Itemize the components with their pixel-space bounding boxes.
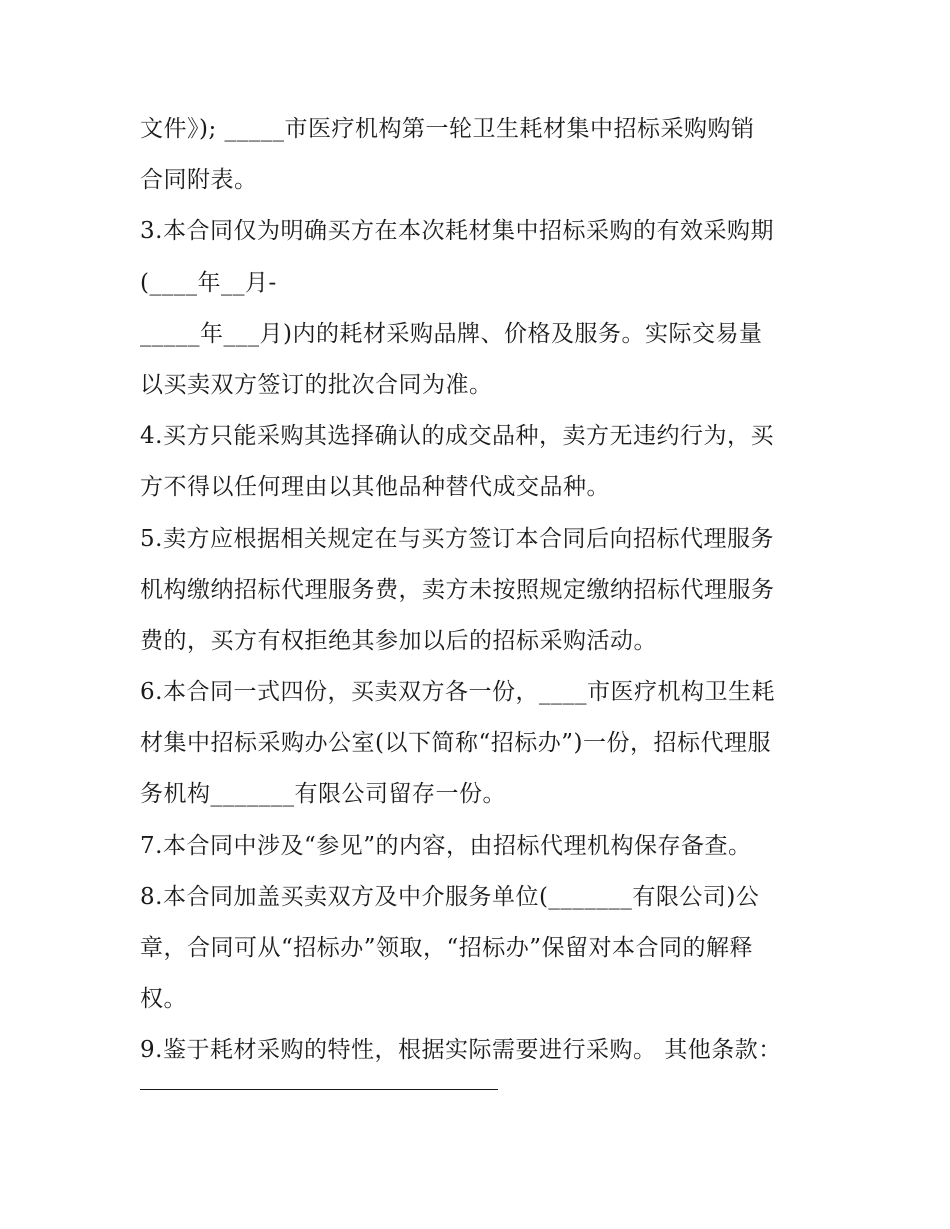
text-line: 5.卖方应根据相关规定在与买方签订本合同后向招标代理服务 [140,525,774,552]
text-line: 8.本合同加盖买卖双方及中介服务单位(_______有限公司)公 [140,883,760,910]
text-line: _____年___月)内的耗材采购品牌、价格及服务。实际交易量 [140,320,763,347]
text-line: 务机构_______有限公司留存一份。 [140,781,506,808]
text-line: 合同附表。 [140,167,258,194]
document-body [140,104,830,1090]
text-line: 3.本合同仅为明确买方在本次耗材集中招标采购的有效采购期 [140,218,774,245]
signature-blank-line [140,1089,498,1090]
text-line: 9.鉴于耗材采购的特性，根据实际需要进行采购。 其他条款： [140,1037,782,1064]
text-line: 文件》); _____市医疗机构第一轮卫生耗材集中招标采购购销 [140,116,755,142]
text-line: 章，合同可从“招标办”领取，“招标办”保留对本合同的解释 [140,935,754,961]
text-line: 机构缴纳招标代理服务费，卖方未按照规定缴纳招标代理服务 [140,576,775,603]
text-line: 4.买方只能采购其选择确认的成交品种，卖方无违约行为，买 [140,423,774,450]
text-line: 以买卖双方签订的批次合同为准。 [140,371,493,398]
text-line: 费的，买方有权拒绝其参加以后的招标采购活动。 [140,627,657,654]
text-line: 方不得以任何理由以其他品种替代成交品种。 [140,474,610,501]
text-line: 6.本合同一式四份，买卖双方各一份，____市医疗机构卫生耗 [140,679,775,706]
text-line: 材集中招标采购办公室(以下简称“招标办”)一份，招标代理服 [140,730,771,757]
text-line: (____年__月- [140,269,277,296]
text-line: 权。 [140,986,187,1013]
text-line: 7.本合同中涉及“参见”的内容，由招标代理机构保存备查。 [140,832,752,859]
